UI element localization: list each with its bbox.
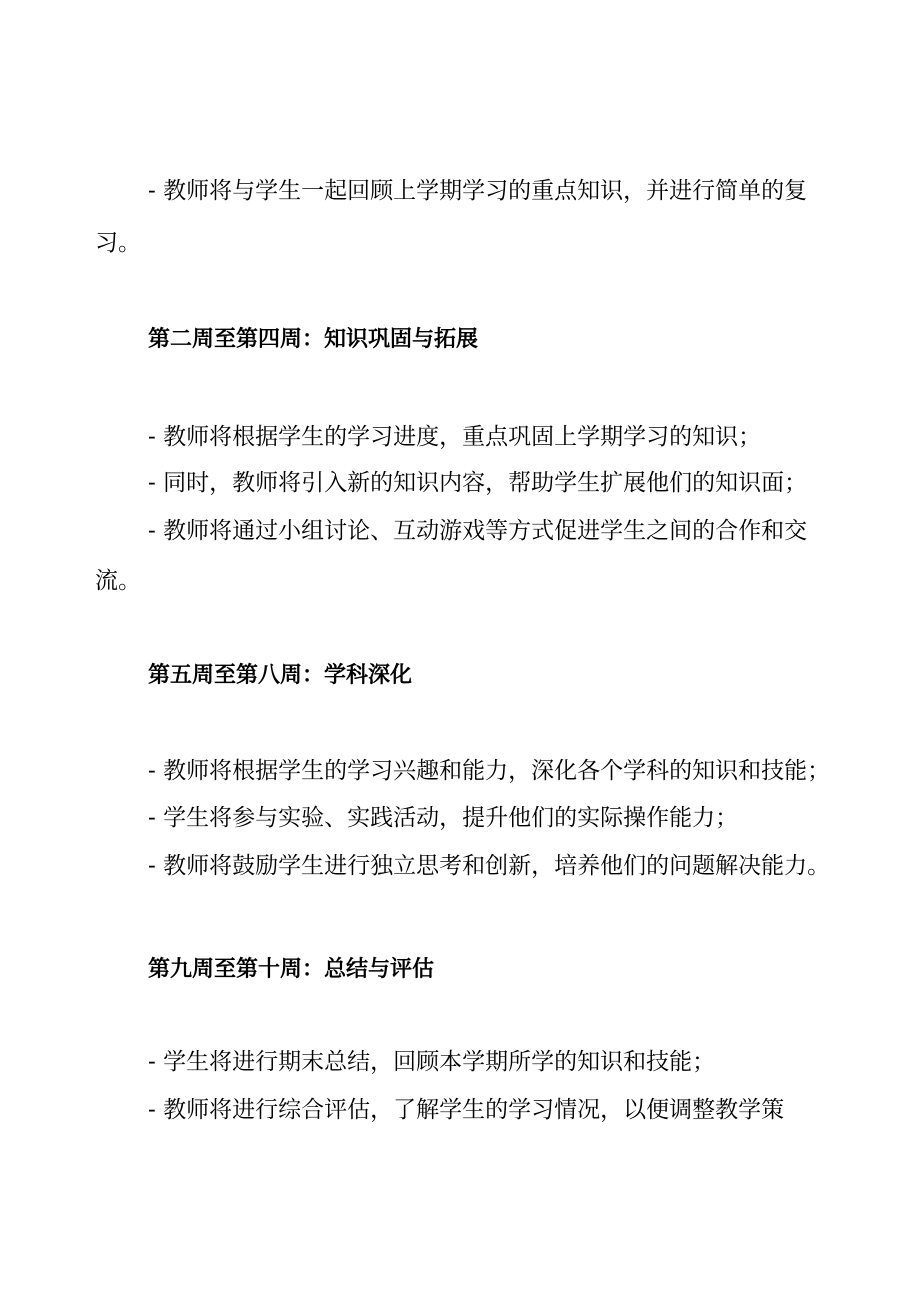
paragraph-line: 流。 [95,568,141,594]
paragraph-line: - 学生将进行期末总结，回顾本学期所学的知识和技能； [148,1049,716,1075]
paragraph-line: - 教师将进行综合评估，了解学生的学习情况，以便调整教学策 [148,1097,785,1123]
paragraph-line: - 教师将根据学生的学习进度，重点巩固上学期学习的知识； [148,424,762,450]
paragraph-line: - 学生将参与实验、实践活动，提升他们的实际操作能力； [148,805,739,831]
paragraph-line: - 同时，教师将引入新的知识内容，帮助学生扩展他们的知识面； [148,470,808,496]
section-heading: 第五周至第八周：学科深化 [148,663,413,688]
paragraph-line: - 教师将与学生一起回顾上学期学习的重点知识，并进行简单的复 [148,178,808,204]
paragraph-line: - 教师将鼓励学生进行独立思考和创新，培养他们的问题解决能力。 [148,853,831,879]
section-heading: 第九周至第十周：总结与评估 [148,957,435,982]
paragraph-line: - 教师将通过小组讨论、互动游戏等方式促进学生之间的合作和交 [148,518,808,544]
paragraph-line: 习。 [95,230,141,256]
section-heading: 第二周至第四周：知识巩固与拓展 [148,327,479,352]
paragraph-line: - 教师将根据学生的学习兴趣和能力，深化各个学科的知识和技能； [148,758,831,784]
